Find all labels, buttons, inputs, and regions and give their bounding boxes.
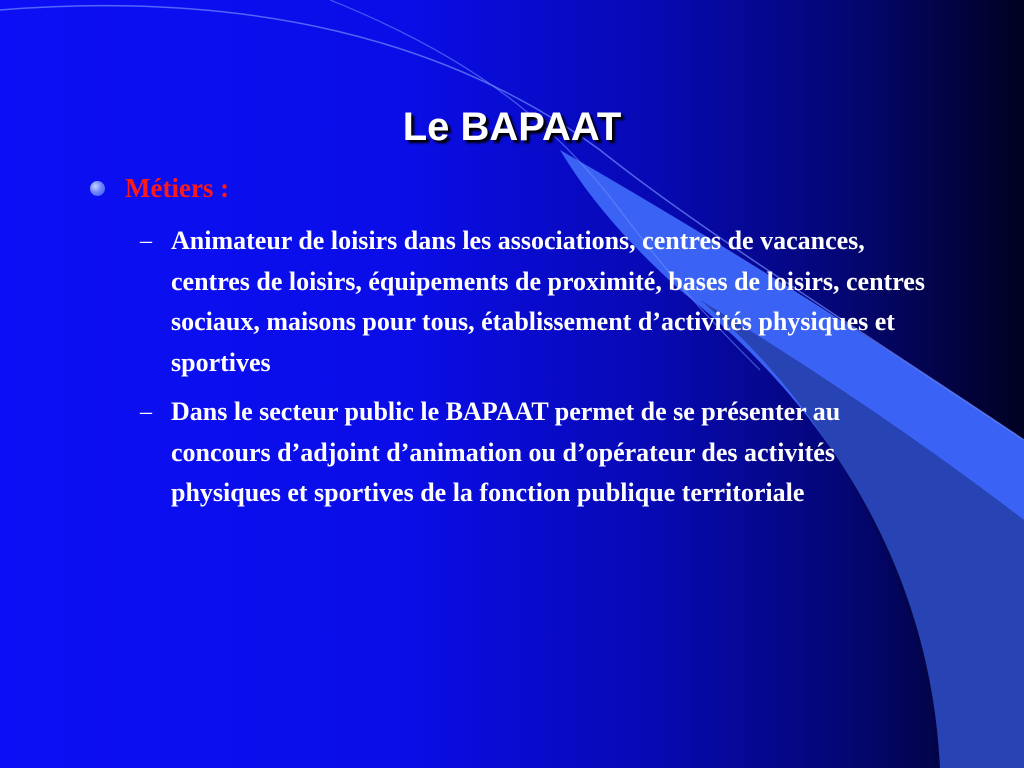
section-label: Métiers : bbox=[125, 173, 230, 203]
bullet-dot-icon bbox=[90, 181, 105, 196]
dash-icon: – bbox=[140, 228, 152, 254]
sub-bullet-text: Animateur de loisirs dans les associations, centres de vacances, centres de loisirs, équipements de proximité, bases de loisirs, centres sociaux, maisons pour tous, établissement d’activités physiques et sportives bbox=[171, 226, 925, 377]
sub-bullet-item bbox=[140, 221, 940, 383]
dash-icon: – bbox=[140, 399, 152, 425]
sub-bullet-list bbox=[140, 221, 940, 523]
sub-bullet-item bbox=[140, 392, 940, 514]
slide-title: Le BAPAAT bbox=[402, 105, 622, 149]
bullet-metiers bbox=[90, 173, 229, 204]
sub-bullet-text: Dans le secteur public le BAPAAT permet de se présenter au concours d’adjoint d’animation ou d’opérateur des activités physiques et sportives de la fonction publique territoriale bbox=[171, 397, 841, 507]
